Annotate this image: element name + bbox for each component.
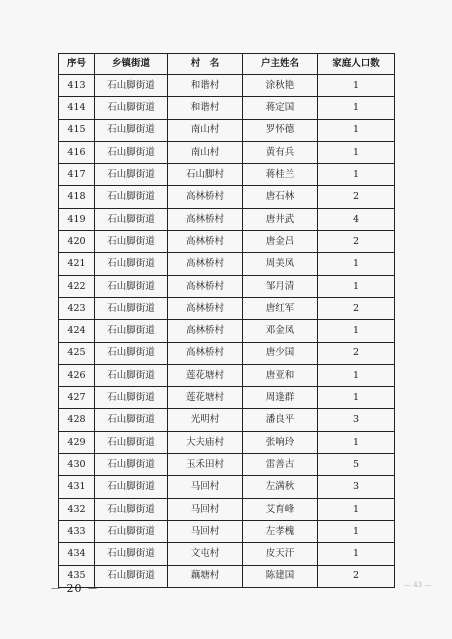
serial-number-cell: 423 xyxy=(59,297,95,319)
table-row xyxy=(59,164,395,186)
serial-number-cell: 415 xyxy=(59,119,95,141)
household-size-cell: 1 xyxy=(318,141,395,163)
town-street-cell: 石山脚街道 xyxy=(95,387,168,409)
table-row xyxy=(59,119,395,141)
household-size-cell: 1 xyxy=(318,320,395,342)
town-street-cell: 石山脚街道 xyxy=(95,164,168,186)
serial-number-cell: 418 xyxy=(59,186,95,208)
serial-number-cell: 422 xyxy=(59,275,95,297)
household-size-cell: 1 xyxy=(318,364,395,386)
household-head-cell: 周美凤 xyxy=(243,253,318,275)
village-name-cell: 文屯村 xyxy=(168,543,243,565)
household-head-cell: 雷善古 xyxy=(243,454,318,476)
household-head-cell: 黄有兵 xyxy=(243,141,318,163)
household-size-cell: 1 xyxy=(318,164,395,186)
village-name-cell: 和谐村 xyxy=(168,97,243,119)
household-size-cell: 1 xyxy=(318,387,395,409)
serial-number-cell: 434 xyxy=(59,543,95,565)
household-size-cell: 1 xyxy=(318,498,395,520)
town-street-cell: 石山脚街道 xyxy=(95,141,168,163)
village-name-cell: 光明村 xyxy=(168,409,243,431)
town-street-cell: 石山脚街道 xyxy=(95,186,168,208)
household-size-cell: 1 xyxy=(318,119,395,141)
table-row xyxy=(59,97,395,119)
serial-number-cell: 433 xyxy=(59,520,95,542)
town-street-cell: 石山脚街道 xyxy=(95,520,168,542)
table-row xyxy=(59,141,395,163)
town-street-cell: 石山脚街道 xyxy=(95,231,168,253)
page-number: － 20 － xyxy=(50,582,99,595)
household-size-cell: 5 xyxy=(318,454,395,476)
faint-page-mark: — 43 — xyxy=(404,581,432,589)
household-size-cell: 1 xyxy=(318,275,395,297)
serial-number-cell: 421 xyxy=(59,253,95,275)
village-name-cell: 莲花塘村 xyxy=(168,387,243,409)
town-street-cell: 石山脚街道 xyxy=(95,364,168,386)
table-row xyxy=(59,520,395,542)
village-name-cell: 玉禾田村 xyxy=(168,454,243,476)
town-street-cell: 石山脚街道 xyxy=(95,565,168,587)
village-name-cell: 高林桥村 xyxy=(168,275,243,297)
household-size-cell: 3 xyxy=(318,476,395,498)
header-serial-number: 序号 xyxy=(59,54,95,75)
household-size-cell: 1 xyxy=(318,543,395,565)
serial-number-cell: 424 xyxy=(59,320,95,342)
table-row xyxy=(59,297,395,319)
serial-number-cell: 432 xyxy=(59,498,95,520)
serial-number-cell: 417 xyxy=(59,164,95,186)
village-name-cell: 和谐村 xyxy=(168,75,243,97)
town-street-cell: 石山脚街道 xyxy=(95,342,168,364)
serial-number-cell: 435 xyxy=(59,565,95,587)
table-row xyxy=(59,208,395,230)
town-street-cell: 石山脚街道 xyxy=(95,454,168,476)
household-size-cell: 1 xyxy=(318,431,395,453)
household-head-cell: 左满秋 xyxy=(243,476,318,498)
serial-number-cell: 413 xyxy=(59,75,95,97)
household-head-cell: 左孝槐 xyxy=(243,520,318,542)
table-row xyxy=(59,454,395,476)
table-row xyxy=(59,565,395,587)
serial-number-cell: 430 xyxy=(59,454,95,476)
household-head-cell: 唐亚和 xyxy=(243,364,318,386)
serial-number-cell: 426 xyxy=(59,364,95,386)
serial-number-cell: 428 xyxy=(59,409,95,431)
village-name-cell: 莲花塘村 xyxy=(168,364,243,386)
village-name-cell: 高林桥村 xyxy=(168,208,243,230)
table-row xyxy=(59,75,395,97)
household-size-cell: 4 xyxy=(318,208,395,230)
household-size-cell: 3 xyxy=(318,409,395,431)
village-name-cell: 大夫庙村 xyxy=(168,431,243,453)
household-head-cell: 周逢群 xyxy=(243,387,318,409)
village-name-cell: 高林桥村 xyxy=(168,186,243,208)
table-row xyxy=(59,476,395,498)
serial-number-cell: 427 xyxy=(59,387,95,409)
town-street-cell: 石山脚街道 xyxy=(95,119,168,141)
town-street-cell: 石山脚街道 xyxy=(95,543,168,565)
household-head-cell: 唐金吕 xyxy=(243,231,318,253)
village-name-cell: 南山村 xyxy=(168,119,243,141)
header-town-street: 乡镇街道 xyxy=(95,54,168,75)
town-street-cell: 石山脚街道 xyxy=(95,498,168,520)
serial-number-cell: 420 xyxy=(59,231,95,253)
village-name-cell: 石山脚村 xyxy=(168,164,243,186)
serial-number-cell: 419 xyxy=(59,208,95,230)
household-head-cell: 皮天汗 xyxy=(243,543,318,565)
table-row xyxy=(59,342,395,364)
household-head-cell: 张响玲 xyxy=(243,431,318,453)
household-size-cell: 2 xyxy=(318,186,395,208)
household-size-cell: 1 xyxy=(318,97,395,119)
town-street-cell: 石山脚街道 xyxy=(95,431,168,453)
table-row xyxy=(59,320,395,342)
village-name-cell: 马回村 xyxy=(168,476,243,498)
town-street-cell: 石山脚街道 xyxy=(95,476,168,498)
table-row xyxy=(59,387,395,409)
town-street-cell: 石山脚街道 xyxy=(95,208,168,230)
table-row xyxy=(59,409,395,431)
table-row xyxy=(59,231,395,253)
household-size-cell: 1 xyxy=(318,253,395,275)
household-head-cell: 蒋定国 xyxy=(243,97,318,119)
household-roster-table xyxy=(58,53,395,588)
serial-number-cell: 425 xyxy=(59,342,95,364)
household-size-cell: 2 xyxy=(318,231,395,253)
town-street-cell: 石山脚街道 xyxy=(95,320,168,342)
village-name-cell: 高林桥村 xyxy=(168,320,243,342)
serial-number-cell: 414 xyxy=(59,97,95,119)
table-row xyxy=(59,364,395,386)
table-row xyxy=(59,186,395,208)
village-name-cell: 马回村 xyxy=(168,520,243,542)
village-name-cell: 高林桥村 xyxy=(168,342,243,364)
serial-number-cell: 429 xyxy=(59,431,95,453)
household-head-cell: 蒋桂兰 xyxy=(243,164,318,186)
household-head-cell: 罗怀德 xyxy=(243,119,318,141)
table-body xyxy=(59,75,395,588)
header-village-name: 村 名 xyxy=(168,54,243,75)
household-head-cell: 艾育峰 xyxy=(243,498,318,520)
household-head-cell: 陈建国 xyxy=(243,565,318,587)
table-row xyxy=(59,431,395,453)
serial-number-cell: 431 xyxy=(59,476,95,498)
household-head-cell: 邹月清 xyxy=(243,275,318,297)
serial-number-cell: 416 xyxy=(59,141,95,163)
village-name-cell: 高林桥村 xyxy=(168,297,243,319)
household-head-cell: 唐石林 xyxy=(243,186,318,208)
household-head-cell: 邓金凤 xyxy=(243,320,318,342)
town-street-cell: 石山脚街道 xyxy=(95,275,168,297)
village-name-cell: 藕塘村 xyxy=(168,565,243,587)
header-household-size: 家庭人口数 xyxy=(318,54,395,75)
town-street-cell: 石山脚街道 xyxy=(95,97,168,119)
village-name-cell: 高林桥村 xyxy=(168,231,243,253)
household-head-cell: 涂秋艳 xyxy=(243,75,318,97)
village-name-cell: 马回村 xyxy=(168,498,243,520)
household-head-cell: 潘良平 xyxy=(243,409,318,431)
household-size-cell: 2 xyxy=(318,342,395,364)
household-head-cell: 唐少国 xyxy=(243,342,318,364)
town-street-cell: 石山脚街道 xyxy=(95,253,168,275)
table-row xyxy=(59,498,395,520)
village-name-cell: 南山村 xyxy=(168,141,243,163)
table-row xyxy=(59,253,395,275)
town-street-cell: 石山脚街道 xyxy=(95,75,168,97)
household-size-cell: 1 xyxy=(318,520,395,542)
household-head-cell: 唐红军 xyxy=(243,297,318,319)
household-size-cell: 2 xyxy=(318,565,395,587)
table-row xyxy=(59,275,395,297)
household-size-cell: 2 xyxy=(318,297,395,319)
village-name-cell: 高林桥村 xyxy=(168,253,243,275)
town-street-cell: 石山脚街道 xyxy=(95,297,168,319)
table-row xyxy=(59,543,395,565)
header-household-head: 户主姓名 xyxy=(243,54,318,75)
town-street-cell: 石山脚街道 xyxy=(95,409,168,431)
household-head-cell: 唐井武 xyxy=(243,208,318,230)
household-size-cell: 1 xyxy=(318,75,395,97)
table-header-row xyxy=(59,54,395,75)
